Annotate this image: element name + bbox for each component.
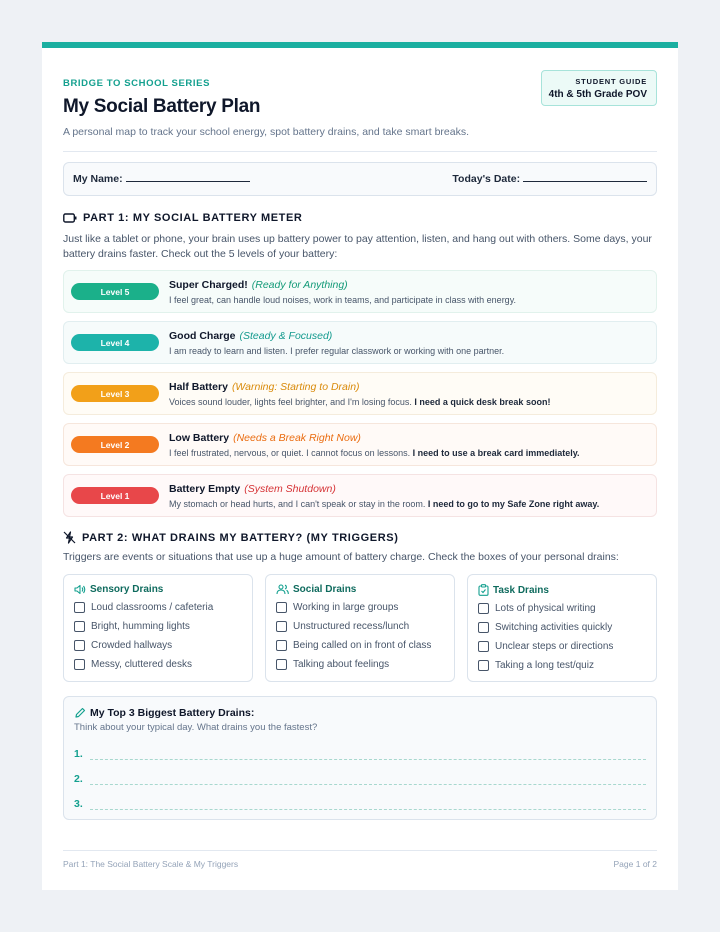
checkbox[interactable] xyxy=(74,621,85,632)
level-desc-text: Voices sound louder, lights feel brighter, and I'm losing focus. xyxy=(169,396,412,407)
level-badge: Level 5 xyxy=(71,283,159,300)
part2-intro: Triggers are events or situations that use up a huge amount of battery charge. Check the boxes of your personal drains: xyxy=(63,551,619,563)
writing-line[interactable] xyxy=(90,735,646,760)
level-tag: (Warning: Starting to Drain) xyxy=(231,380,360,393)
series-label: BRIDGE TO SCHOOL SERIES xyxy=(63,78,210,89)
checkbox[interactable] xyxy=(276,621,287,632)
top3-subtitle: Think about your typical day. What drains you the fastest? xyxy=(74,722,318,733)
part1-intro: Just like a tablet or phone, your brain uses up battery power to pay attention, listen, and hang out with others. Some days, your battery drains faster. Check out the 5 levels of your battery: xyxy=(63,233,652,260)
trigger-label: Loud classrooms / cafeteria xyxy=(91,602,214,613)
top3-box xyxy=(63,696,657,820)
trigger-label: Working in large groups xyxy=(293,602,399,613)
battery-levels xyxy=(63,270,657,517)
top3-lines xyxy=(74,735,646,810)
battery-icon xyxy=(63,213,77,223)
trigger-column-heading xyxy=(74,584,252,595)
top3-heading xyxy=(74,707,646,719)
level-badge: Level 1 xyxy=(71,487,159,504)
level-badge: Level 2 xyxy=(71,436,159,453)
level-description xyxy=(169,397,550,407)
level-title: Low Battery xyxy=(169,431,230,444)
level-title: Good Charge xyxy=(169,329,236,342)
accent-bar xyxy=(42,42,678,48)
level-desc-text: I feel great, can handle loud noises, work in teams, and participate in class with energy. xyxy=(169,294,517,305)
level-description xyxy=(169,448,580,458)
page-subtitle: A personal map to track your school energy, spot battery drains, and take smart breaks. xyxy=(63,126,470,138)
footer-right: Page 1 of 2 xyxy=(613,859,657,869)
trigger-columns xyxy=(63,574,657,682)
page-footer xyxy=(63,850,657,869)
checkbox[interactable] xyxy=(276,640,287,651)
student-guide-badge xyxy=(541,70,657,106)
trigger-label: Crowded hallways xyxy=(91,640,173,651)
level-action: I need to go to my Safe Zone right away. xyxy=(427,498,600,509)
pencil-icon xyxy=(74,707,86,719)
name-date-box xyxy=(63,162,657,196)
top3-entry[interactable] xyxy=(74,735,646,760)
trigger-label: Unstructured recess/lunch xyxy=(293,621,410,632)
battery-level-row xyxy=(63,474,657,517)
level-tag: (Ready for Anything) xyxy=(251,278,348,291)
level-description xyxy=(169,295,516,305)
trigger-label: Lots of physical writing xyxy=(495,603,596,614)
divider xyxy=(63,151,657,152)
name-blank[interactable] xyxy=(126,174,250,182)
date-field[interactable] xyxy=(452,173,647,185)
level-heading xyxy=(169,279,516,291)
top3-entry[interactable] xyxy=(74,785,646,810)
trigger-checkbox-item[interactable] xyxy=(74,598,252,617)
checkbox[interactable] xyxy=(74,659,85,670)
trigger-column xyxy=(63,574,253,682)
level-title: Battery Empty xyxy=(169,482,241,495)
name-label: My Name: xyxy=(73,173,123,185)
checkbox[interactable] xyxy=(74,640,85,651)
level-title: Super Charged! xyxy=(169,278,248,291)
top3-number: 1. xyxy=(74,748,83,760)
level-heading xyxy=(169,381,550,393)
top3-entry[interactable] xyxy=(74,760,646,785)
battery-level-row xyxy=(63,321,657,364)
checkbox[interactable] xyxy=(276,659,287,670)
trigger-column-title: Task Drains xyxy=(493,584,549,596)
level-heading xyxy=(169,432,580,444)
trigger-label: Being called on in front of class xyxy=(293,640,432,651)
battery-off-icon xyxy=(63,531,76,544)
level-badge: Level 3 xyxy=(71,385,159,402)
trigger-column xyxy=(467,574,657,682)
checkbox[interactable] xyxy=(74,602,85,613)
writing-line[interactable] xyxy=(90,785,646,810)
trigger-checkbox-item[interactable] xyxy=(276,655,454,674)
trigger-label: Messy, cluttered desks xyxy=(91,659,192,670)
date-blank[interactable] xyxy=(523,174,647,182)
level-title: Half Battery xyxy=(169,380,228,393)
level-heading xyxy=(169,483,599,495)
trigger-column-title: Sensory Drains xyxy=(90,584,164,595)
level-tag: (Steady & Focused) xyxy=(239,329,333,342)
part1-heading-text: PART 1: MY SOCIAL BATTERY METER xyxy=(83,212,303,224)
speaker-icon xyxy=(74,584,90,595)
level-description xyxy=(169,499,599,509)
battery-level-row xyxy=(63,423,657,466)
trigger-column-title: Social Drains xyxy=(293,584,357,595)
battery-level-row xyxy=(63,372,657,415)
trigger-label: Unclear steps or directions xyxy=(495,641,614,652)
writing-line[interactable] xyxy=(90,760,646,785)
top3-number: 3. xyxy=(74,798,83,810)
level-desc-text: I feel frustrated, nervous, or quiet. I cannot focus on lessons. xyxy=(169,447,411,458)
trigger-checkbox-item[interactable] xyxy=(276,617,454,636)
level-description xyxy=(169,346,504,356)
trigger-checkbox-item[interactable] xyxy=(478,618,656,637)
level-tag: (System Shutdown) xyxy=(244,482,336,495)
part1-heading xyxy=(63,212,657,224)
date-label: Today's Date: xyxy=(452,173,521,185)
trigger-checkbox-item[interactable] xyxy=(74,617,252,636)
top3-number: 2. xyxy=(74,773,83,785)
trigger-checkbox-item[interactable] xyxy=(74,636,252,655)
trigger-checkbox-item[interactable] xyxy=(276,598,454,617)
level-action: I need to use a break card immediately. xyxy=(412,447,580,458)
trigger-checkbox-item[interactable] xyxy=(276,636,454,655)
people-icon xyxy=(276,584,293,595)
part2-heading xyxy=(63,531,657,544)
trigger-checkbox-item[interactable] xyxy=(478,637,656,656)
guide-grade: 4th & 5th Grade POV xyxy=(548,89,647,100)
checkbox[interactable] xyxy=(478,622,489,633)
level-heading xyxy=(169,330,504,342)
name-field[interactable] xyxy=(73,173,250,185)
level-desc-text: I am ready to learn and listen. I prefer regular classwork or working with one partner. xyxy=(169,345,505,356)
trigger-column-heading xyxy=(478,584,656,596)
level-action: I need a quick desk break soon! xyxy=(414,396,551,407)
trigger-label: Talking about feelings xyxy=(293,659,390,670)
trigger-column-heading xyxy=(276,584,454,595)
guide-label: STUDENT GUIDE xyxy=(575,77,647,86)
checkbox[interactable] xyxy=(478,603,489,614)
page-title: My Social Battery Plan xyxy=(63,96,261,117)
clipboard-icon xyxy=(478,584,493,596)
level-badge: Level 4 xyxy=(71,334,159,351)
trigger-checkbox-item[interactable] xyxy=(74,655,252,674)
checkbox[interactable] xyxy=(478,641,489,652)
level-tag: (Needs a Break Right Now) xyxy=(233,431,361,444)
trigger-label: Switching activities quickly xyxy=(495,622,613,633)
battery-level-row xyxy=(63,270,657,313)
trigger-label: Bright, humming lights xyxy=(91,621,190,632)
trigger-checkbox-item[interactable] xyxy=(478,656,656,675)
footer-left: Part 1: The Social Battery Scale & My Triggers xyxy=(63,859,239,869)
part2-heading-text: PART 2: WHAT DRAINS MY BATTERY? (MY TRIGGERS) xyxy=(82,531,399,544)
checkbox[interactable] xyxy=(276,602,287,613)
checkbox[interactable] xyxy=(478,660,489,671)
top3-title: My Top 3 Biggest Battery Drains: xyxy=(90,707,255,719)
trigger-column xyxy=(265,574,455,682)
trigger-label: Taking a long test/quiz xyxy=(495,660,594,671)
worksheet-page xyxy=(42,42,678,890)
trigger-checkbox-item[interactable] xyxy=(478,599,656,618)
level-desc-text: My stomach or head hurts, and I can't speak or stay in the room. xyxy=(169,498,426,509)
